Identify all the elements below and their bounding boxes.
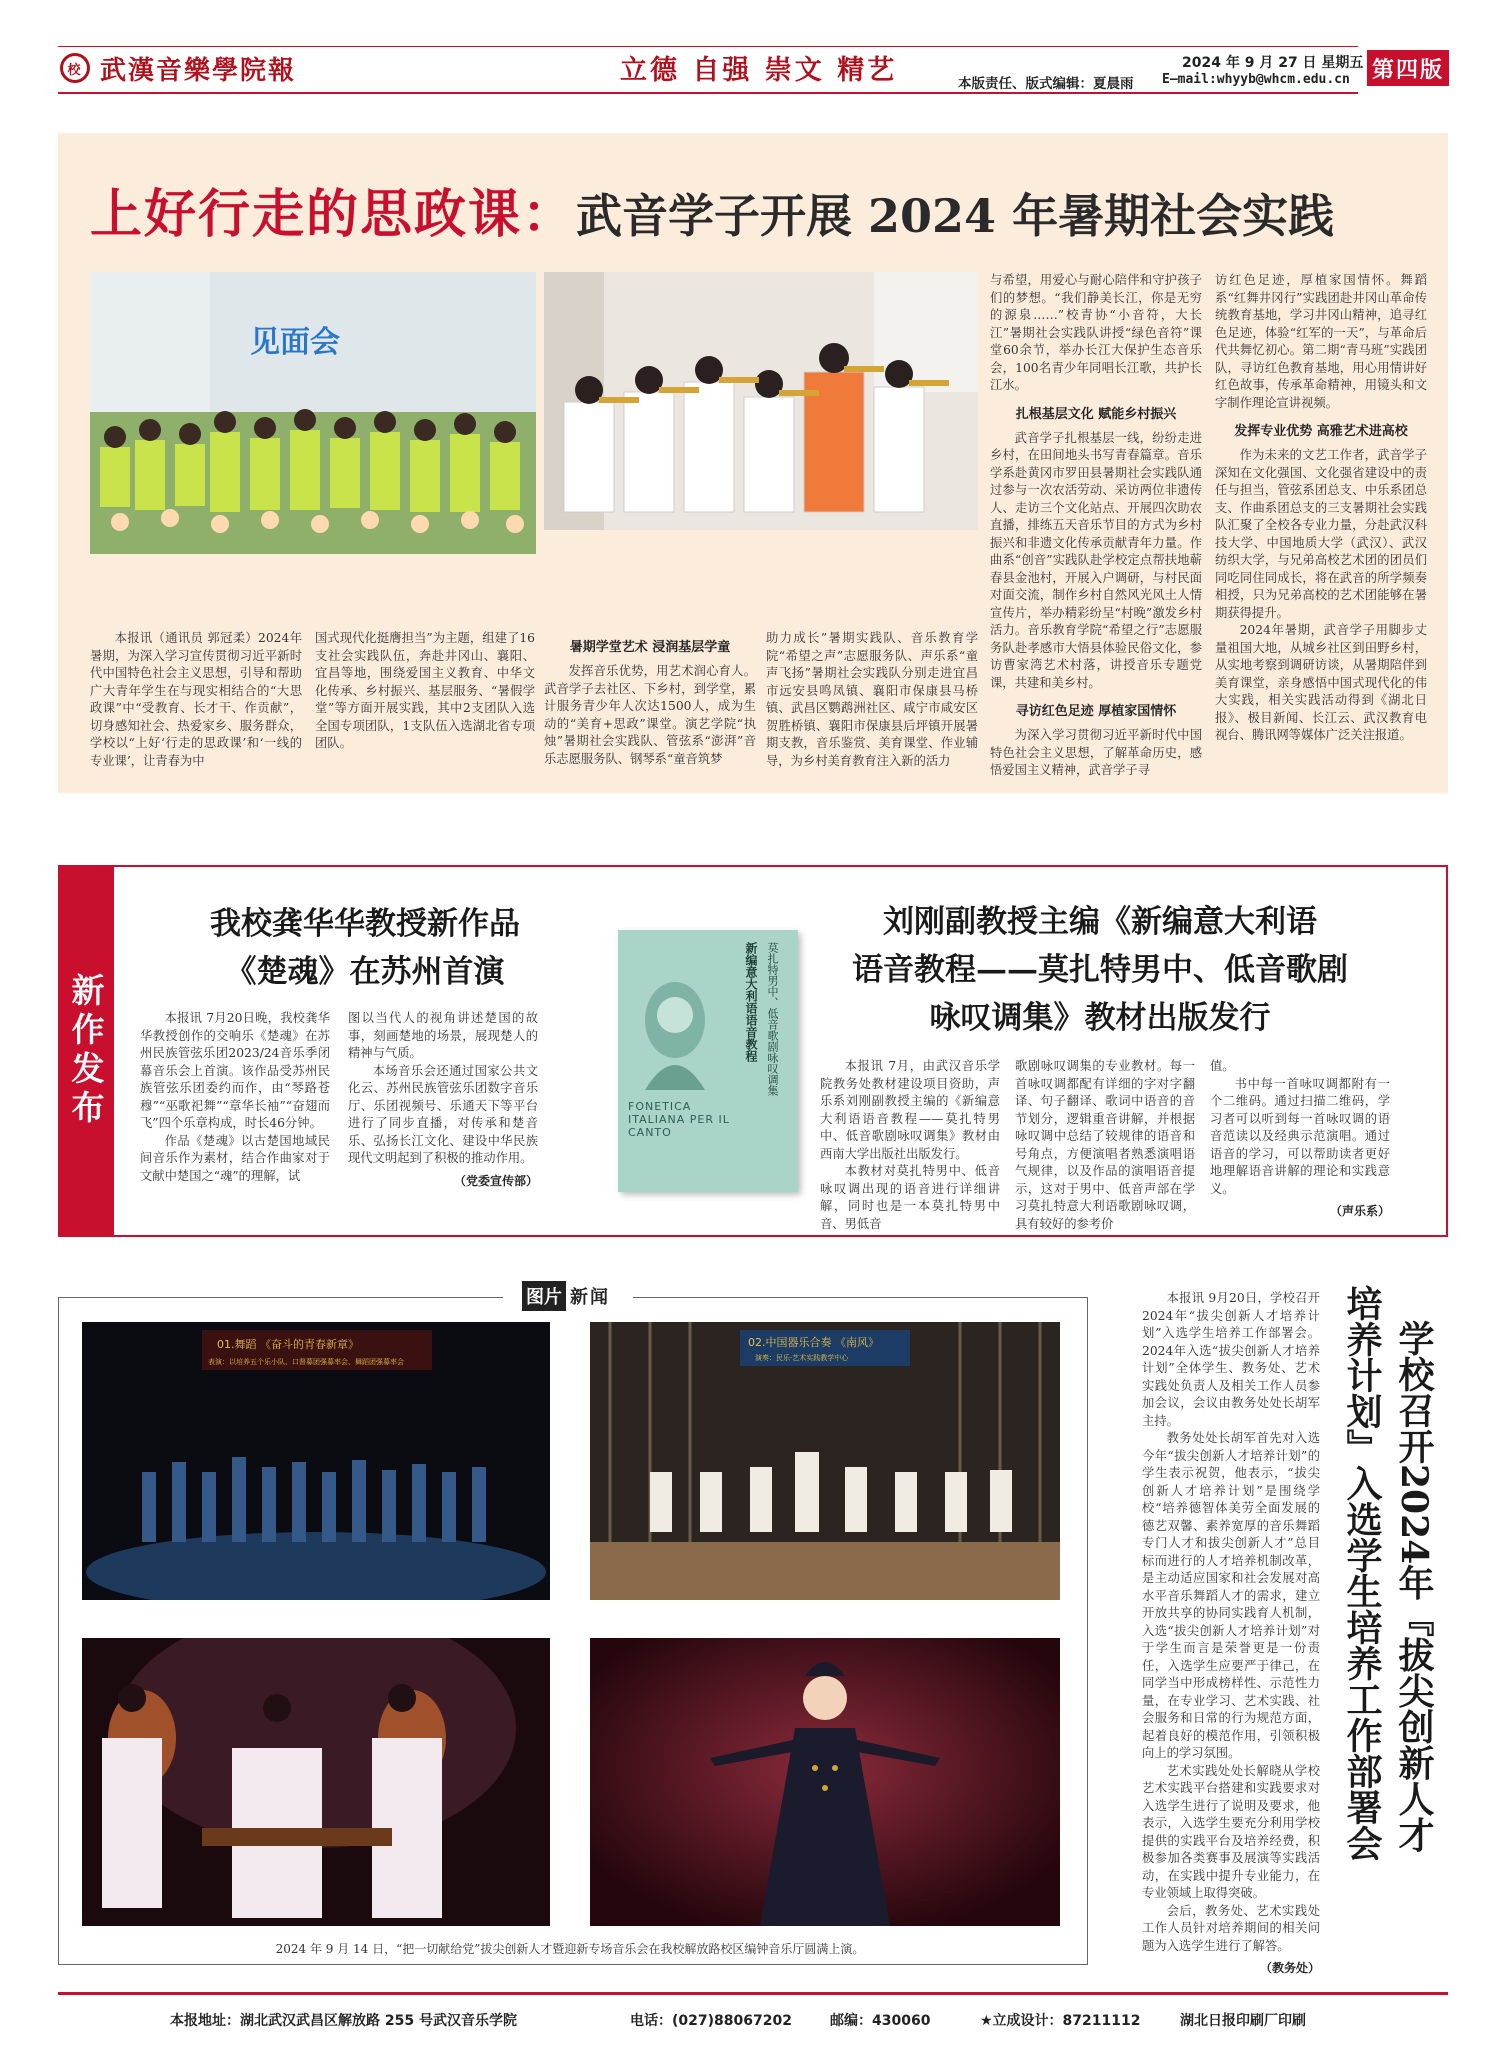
feature-col-5-subhead-1: 扎根基层文化 赋能乡村振兴 [1015, 406, 1177, 422]
article-textbook-title-line-3: 咏叹调集》教材出版发行 [929, 1000, 1271, 1036]
feature-headline [90, 172, 1334, 247]
feature-col-1 [90, 630, 302, 770]
feature-col-5-bottom: 为深入学习贯彻习近平新时代中国特色社会主义思想，了解革命历史，感悟爱国主义精神，武音学子寻 [990, 728, 1202, 777]
side-article-title-line-2: 培养计划』入选学生培养工作部署会 [1341, 1285, 1383, 1861]
article-chuhun-col-2 [348, 1010, 538, 1189]
feature-photo-group [90, 272, 536, 554]
feature-col-3-subhead: 暑期学堂艺术 浸润基层学童 [569, 640, 731, 655]
article-textbook-text-1: 本报讯 7月，由武汉音乐学院教务处教材建设项目资助，声乐系刘刚副教授主编的《新编意大利语语音教程——莫扎特男中、低音歌剧咏叹调集》教材由西南大学出版社出版发行。 [820, 1059, 1000, 1161]
ensemble-screen-sub: 演奏：民乐·艺术实践教学中心 [755, 1354, 849, 1362]
feature-col-3 [544, 628, 756, 768]
feature-col-1-text: 本报讯（通讯员 郭冠柔）2024年暑期，为深入学习宣传贯彻习近平新时代中国特色社会主义思想，引导和帮助广大青年学生在与现实相结合的“大思政课”中“受教育、长才干、作贡献”，切身感知社会、热爱家乡、服务群众，学校以“上好‘行走的思政课’和‘一线的专业课’，让青春为中 [90, 631, 302, 768]
school-logo-icon: 校 [60, 53, 90, 83]
article-chuhun-text-3: 图以当代人的视角讲述楚国的故事，刻画楚地的场景，展现楚人的精神与气质。 [348, 1011, 538, 1060]
header-top-rule [58, 46, 1358, 47]
feature-col-2-text: 国式现代化挺膺担当”为主题，组建了16支社会实践队伍，奔赴井冈山、襄阳、宜昌等地，围绕爱国主义教育、中华文化传承、乡村振兴、基层服务、“暑假学堂”等方面开展实践，其中2支团队入选全国专项团队，1支队伍入选湖北省专项团队。 [315, 631, 535, 750]
feature-col-6-subhead: 发挥专业优势 高雅艺术进高校 [1234, 424, 1408, 439]
photo-pipa-guzheng [82, 1638, 550, 1926]
dance-screen-sub: 表演：以培养五个乐小队、口督募团强募率会、舞蹈团强募率会 [208, 1358, 404, 1366]
feature-col-5-mid: 武音学子扎根基层一线，纷纷走进乡村，在田间地头书写青春篇章。音乐学系赴黄冈市罗田县暑期社会实践队通过参与一次农活劳动、采访两位非遗传人、走访三个文化站点、开展四次助农直播，排练五天音乐节目的方式为乡村振兴和非遗文化传承贡献青年力量。作曲系“创音”实践队赴学校定点帮扶地蕲春县金池村，开展入户调研，与村民面对面交流，制作乡村自然风光风土人情宣传片，举办精彩纷呈“村晚”激发乡村活力。音乐教育学院“希望之行”志愿服务队赴孝感市大悟县体验民俗文化，参访曹家湾艺术村落，讲授音乐专题党课，共建和美乡村。 [990, 430, 1202, 690]
article-textbook-col-1 [820, 1058, 1000, 1233]
solo-dancer-graphic [590, 1638, 1060, 1926]
article-textbook-col-3 [1210, 1058, 1390, 1219]
feature-col-2 [315, 630, 535, 753]
article-chuhun-text-1: 本报讯 7月20日晚，我校龚华华教授创作的交响乐《楚魂》在苏州民族管弦乐团2023/24音乐季闭幕音乐会上首演。该作品受苏州民族管弦乐团委约而作，由“琴路苍穆”“巫歌祀舞”“章华长袖”“奋翅而飞”四个乐章构成，时长46分钟。 [140, 1011, 330, 1130]
side-article-text-4: 会后，教务处、艺术实践处工作人员针对培养期间的相关问题为入选学生进行了解答。 [1142, 1903, 1320, 1953]
issue-date: 2024 年 9 月 27 日 星期五 [1182, 55, 1364, 71]
masthead-title: 武漢音樂學院報 [100, 55, 297, 86]
dance-group-graphic [82, 1322, 550, 1600]
textbook-cover [618, 930, 798, 1192]
article-textbook-text-5: 书中每一首咏叹调都附有一个二维码。通过扫描二维码，学习者可以听到每一首咏叹调的语音范读以及经典示范演唱。通过语音的学习，可以帮助读者更好地理解语音讲解的理论和实践意义。 [1210, 1076, 1390, 1196]
pipa-guzheng-graphic [82, 1638, 550, 1926]
feature-col-6-text-1: 作为未来的文艺工作者，武音学子深知在文化强国、文化强省建设中的责任与担当，管弦系团总支、中乐系团总支、作曲系团总支的三支暑期社会实践队汇聚了全校各专业力量，分赴武汉科技大学、中国地质大学（武汉）、武汉纺织大学，与兄弟高校艺术团的团员们同吃同住同成长，将在武音的所学频奏相授，只为兄弟高校的艺术团能够在暑期获得提升。 [1215, 448, 1427, 620]
feature-col-5-top: 与希望，用爱心与耐心陪伴和守护孩子们的梦想。“我们静美长江，你是无穷的源泉……”校青协“小音符，大长江”暑期社会实践队讲授“绿色音符”课堂60余节，举办长江大保护生态音乐会，100名青少年同唱长江歌，共护长江水。 [990, 273, 1202, 392]
footer-address: 本报地址：湖北武汉武昌区解放路 255 号武汉音乐学院 [170, 2013, 517, 2029]
mozart-portrait-icon [630, 970, 720, 1090]
side-article-body [1142, 1290, 1320, 1976]
feature-col-6 [1215, 272, 1427, 745]
article-chuhun-title-line-1: 我校龚华华教授新作品 [210, 906, 520, 942]
masthead-motto: 立德 自强 崇文 精艺 [620, 55, 898, 86]
photo-news-label-b: 新闻 [570, 1287, 610, 1308]
photo-news-label [503, 1281, 633, 1311]
footer-rule [58, 1992, 1448, 1995]
side-article-text-2: 教务处处长胡军首先对入选今年“拔尖创新人才培养计划”的学生表示祝贺，他表示，“拔尖创新人才培养计划”是围绕学校“培养德智体美劳全面发展的德艺双馨、素养宽厚的音乐舞蹈专门人才和拔尖创新人才”总目标而进行的人才培养机制改革，是主动适应国家和社会发展对高水平音乐舞蹈人才的需求，建立开放共享的协同实践育人机制，入选“拔尖创新人才培养计划”对于学生而言是荣誉更是一份责任，入选学生应要严于律己，在同学当中形成榜样性、示范性力量，在专业学习、艺术实践、社会服务和日常的行为规范方面，起着良好的模范作用，引领积极向上的学习氛围。 [1142, 1431, 1320, 1760]
feature-col-5-subhead-2: 寻访红色足迹 厚植家国情怀 [1015, 704, 1177, 719]
photo-news-caption: 2024 年 9 月 14 日，“把一切献给党”拔尖创新人才暨迎新专场音乐会在我校解放路校区编钟音乐厅圆满上演。 [275, 1942, 865, 1956]
feature-headline-red: 上好行走的思政课： [90, 185, 577, 245]
article-chuhun-title-line-2: 《楚魂》在苏州首演 [225, 954, 505, 990]
feature-col-4-text: 助力成长”暑期实践队、音乐教育学院“希望之声”志愿服务队、声乐系“童声飞扬”暑期社会实践队分别走进宜昌市远安县鸣凤镇、襄阳市保康县马桥镇、武昌区鹦鹉洲社区、咸宁市咸安区贺胜桥镇、襄阳市保康县后坪镇开展暑期支教，音乐鉴赏、美育课堂、作业辅导，为乡村美育教育注入新的活力 [766, 631, 978, 768]
side-article-text-3: 艺术实践处处长解晓从学校艺术实践平台搭建和实践要求对入选学生进行了说明及要求，他表示，入选学生要充分利用学校提供的实践平台及培养经费，积极参加各类赛事及展演等实践活动，在实践中提升专业能力，在专业领域上取得突破。 [1142, 1763, 1320, 1900]
feature-col-3-text: 发挥音乐优势，用艺术润心育人。武音学子去社区、下乡村，到学堂，累计服务青少年人次达1500人，成为生动的“美育+思政”课堂。演艺学院“执烛”暑期社会实践队、管弦系“澎湃”音乐志愿服务队、钢琴系“童音筑梦 [544, 664, 756, 766]
footer-design: ★立成设计：87211112 [980, 2013, 1141, 2029]
dance-screen-title: 01.舞蹈 《奋斗的青春新章》 [217, 1338, 359, 1351]
footer-printer: 湖北日报印刷厂印刷 [1180, 2013, 1306, 2029]
ensemble-graphic [590, 1322, 1060, 1600]
header-rule [58, 92, 1358, 94]
photo-solo-dancer [590, 1638, 1060, 1926]
footer-postcode: 邮编：430060 [830, 2013, 931, 2029]
article-textbook-col-2 [1015, 1058, 1195, 1233]
article-chuhun-text-2: 作品《楚魂》以古楚国地域民间音乐作为素材，结合作曲家对于文献中楚国之“魂”的理解，试 [140, 1133, 330, 1183]
side-article-credit: （教务处） [1259, 1961, 1320, 1975]
photo-dance-group [82, 1322, 550, 1600]
article-textbook-text-4: 值。 [1210, 1059, 1235, 1073]
article-textbook-title-line-1: 刘刚副教授主编《新编意大利语 [883, 904, 1317, 940]
editor-email: E–mail:whyyb@whcm.edu.cn [1162, 72, 1350, 87]
article-textbook-title-line-2: 语音教程——莫扎特男中、低音歌剧 [852, 952, 1348, 988]
editor-credit: 本版责任、版式编辑：夏晨雨 [958, 76, 1134, 92]
page-badge: 第四版 [1367, 50, 1449, 86]
textbook-cover-subtitle: 莫扎特男中、低音歌剧咏叹调集 [766, 942, 779, 1096]
article-chuhun-col-1 [140, 1010, 330, 1185]
group-photo-graphic [90, 272, 536, 554]
feature-col-5 [990, 272, 1202, 780]
photo-instrumental-ensemble [590, 1322, 1060, 1600]
trumpet-photo-graphic [544, 272, 978, 530]
masthead [60, 48, 305, 88]
photo-banner-text: 见面会 [250, 325, 340, 360]
feature-photo-trumpets [544, 272, 978, 530]
new-works-label: 新作发布 [58, 865, 114, 1237]
article-textbook-text-3: 歌剧咏叹调集的专业教材。每一首咏叹调都配有详细的字对字翻译、句子翻译、歌词中语音的音节划分，逻辑重音讲解，并根据咏叹调中总结了较规律的语音和号角点，方便演唱者熟悉演唱语气规律，以及作品的演唱语音提示，这对于男中、低音声部在学习莫扎特意大利语歌剧咏叹调，具有较好的参考价 [1015, 1059, 1195, 1231]
side-article-title-line-1: 学校召开2024年『拔尖创新人才 [1393, 1320, 1435, 1853]
photo-news-label-a: 图片 [522, 1281, 566, 1311]
article-textbook-credit: （声乐系） [1329, 1204, 1390, 1218]
article-chuhun-text-4: 本场音乐会还通过国家公共文化云、苏州民族管弦乐团数字音乐厅、乐团视频号、乐通天下等平台进行了同步直播，对传承和楚音乐、弘扬长江文化、建设中华民族现代文明起到了积极的推动作用。 [348, 1063, 538, 1165]
article-chuhun-credit: （党委宣传部） [453, 1173, 538, 1188]
feature-col-4 [766, 630, 978, 770]
article-chuhun-title [135, 900, 595, 996]
feature-col-6-top: 访红色足迹，厚植家国情怀。舞蹈系“红舞井冈行”实践团赴井冈山革命传统教育基地，学习井冈山精神，追寻红色足迹，体验“红军的一天”，与革命后代共舞忆初心。第二期“青马班”实践团队，寻访红色教育基地，用心用情讲好红色故事，传承革命精神，用镜头和文字制作理论宣讲视频。 [1215, 273, 1427, 410]
article-textbook-text-2: 本教材对莫扎特男中、低音咏叹调出现的语音进行详细讲解，同时也是一本莫扎特男中音、男低音 [820, 1164, 1000, 1231]
side-article-text-1: 本报讯 9月20日，学校召开2024年“拔尖创新人才培养计划”入选学生培养工作部署会。2024年入选“拔尖创新人才培养计划”全体学生、教务处、艺术实践处负责人及相关工作人员参加会议，会议由教务处处长胡军主持。 [1142, 1291, 1320, 1428]
footer-phone: 电话：(027)88067202 [630, 2013, 792, 2029]
feature-col-6-text-2: 2024年暑期，武音学子用脚步丈量祖国大地，从城乡社区到田野乡村，从实地考察到调研访谈，从暑期陪伴到美育课堂，亲身感悟中国式现代化的伟大实践，相关实践活动得到《湖北日报》、极目新闻、长江云、武汉教育电视台、腾讯网等媒体广泛关注报道。 [1215, 623, 1427, 742]
ensemble-screen-title: 02.中国器乐合奏 《南风》 [748, 1336, 879, 1349]
feature-headline-dark: 武音学子开展 2024 年暑期社会实践 [576, 189, 1335, 243]
textbook-cover-title: 新编意大利语语音教程 [744, 942, 758, 1062]
textbook-cover-latin: FONETICA ITALIANA PER IL CANTO [628, 1100, 730, 1139]
article-textbook-title [820, 898, 1380, 1042]
